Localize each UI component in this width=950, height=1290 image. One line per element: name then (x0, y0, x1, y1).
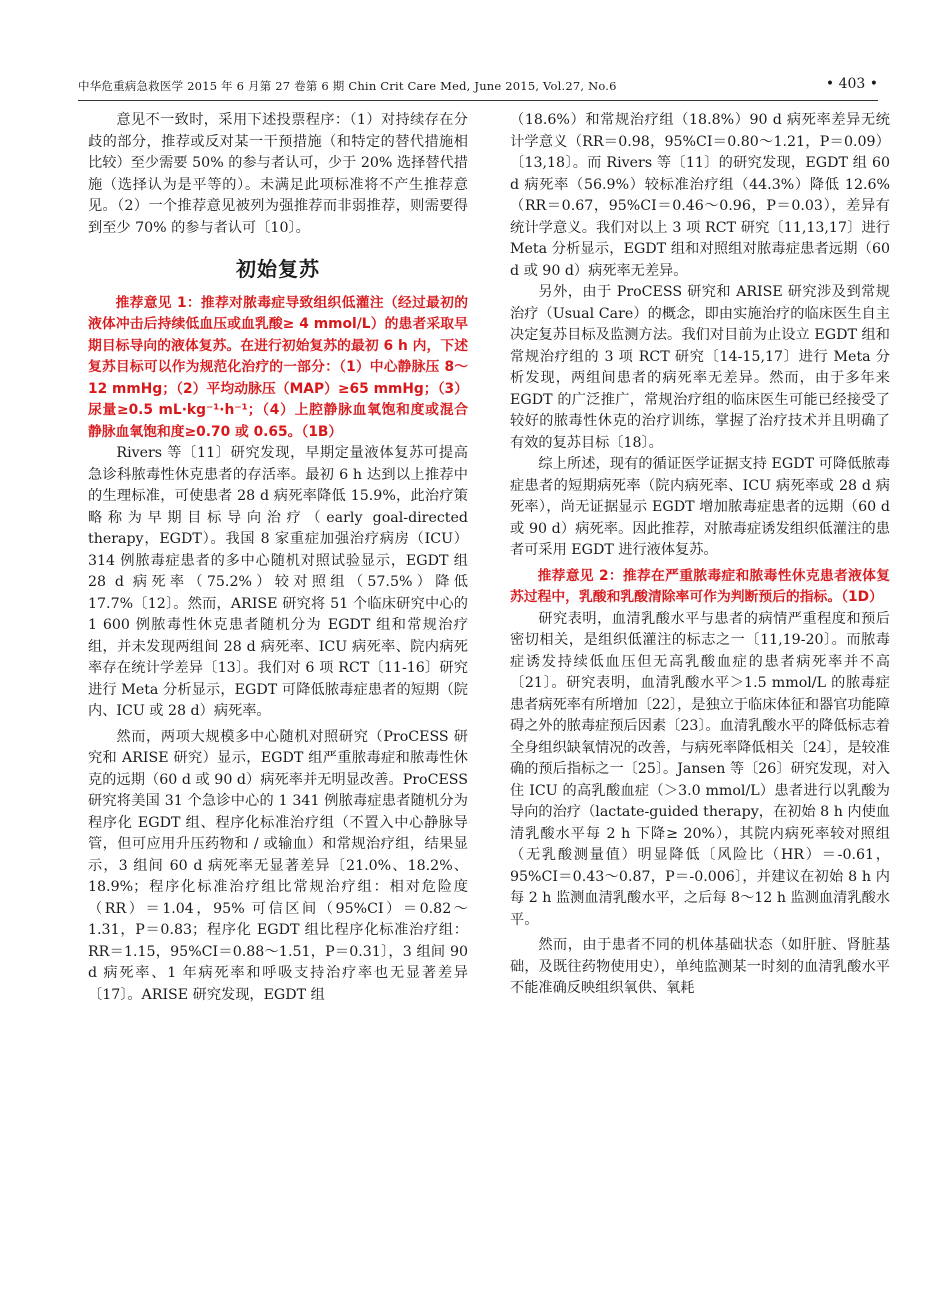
arise-continuation-paragraph: （18.6%）和常规治疗组（18.8%）90 d 病死率差异无统计学意义（RR＝0.98，95%CI＝0.80～1.21，P＝0.09）〔13,18〕。而 Rivers 等〔11〕的研究发现，EGDT 组 60 d 病死率（56.9%）较标准治疗组（44.3%）降低 12.6%（RR＝0.67，95%CI＝0.46～0.96，P＝0.03），差异有统计学意义。我们对以上 3 项 RCT 研究〔11,13,17〕进行 Meta 分析显示，EGDT 组和对照组对脓毒症患者远期（60 d 或 90 d）病死率无差异。 (510, 112, 890, 279)
recommendation-1: 推荐意见 1：推荐对脓毒症导致组织低灌注（经过最初的液体冲击后持续低血压或血乳酸≥ 4 mmol/L）的患者采取早期目标导向的液体复苏。在进行初始复苏的最初 6 h 内，下述复苏目标可以作为规范化治疗的一部分：（1）中心静脉压 8～12 mmHg；（2）平均动脉压（MAP）≥65 mmHg；（3）尿量≥0.5 mL·kg⁻¹·h⁻¹；（4）上腔静脉血氧饱和度或混合静脉血氧饱和度≥0.70 或 0.65。（1B） (88, 294, 468, 440)
header-rule (78, 100, 878, 101)
lactate-paragraph: 研究表明，血清乳酸水平与患者的病情严重程度和预后密切相关，是组织低灌注的标志之一〔11,19-20〕。而脓毒症诱发持续低血压但无高乳酸血症的患者病死率并不高〔21〕。研究表明，血清乳酸水平＞1.5 mmol/L 的脓毒症患者病死率有所增加〔22〕，是独立于临床体征和器官功能障碍之外的脓毒症预后因素〔23〕。血清乳酸水平的降低标志着全身组织缺氧情况的改善，与病死率降低相关〔24〕，是较准确的预后指标之一〔25〕。Jansen 等〔26〕研究发现，对入住 ICU 的高乳酸血症（＞3.0 mmol/L）患者进行以乳酸为导向的治疗（lactate-guided therapy，在初始 8 h 内使血清乳酸水平每 2 h 下降≥ 20%），其院内病死率较对照组（无乳酸测量值）明显降低〔风险比（HR）＝-0.61，95%CI＝0.43～0.87，P＝-0.006〕，并建议在初始 8 h 内每 2 h 监测血清乳酸水平，之后每 8～12 h 监测血清乳酸水平。 (510, 610, 890, 928)
voting-procedure-paragraph: 意见不一致时，采用下述投票程序：（1）对持续存在分歧的部分，推荐或反对某一干预措施（和特定的替代措施相比较）至少需要 50% 的参与者认可，少于 20% 选择替代措施（选择认为是平等的）。未满足此项标准将不产生推荐意见。（2）一个推荐意见被列为强推荐而非弱推荐，则需要得到至少 70% 的参与者认可〔10〕。 (88, 112, 468, 236)
recommendation-2: 推荐意见 2：推荐在严重脓毒症和脓毒性休克患者液体复苏过程中，乳酸和乳酸清除率可作为判断预后的指标。（1D） (510, 567, 890, 605)
page-number: • 403 • (825, 76, 878, 92)
left-column (88, 110, 468, 1006)
summary-paragraph: 综上所述，现有的循证医学证据支持 EGDT 可降低脓毒症患者的短期病死率（院内病死率、ICU 病死率或 28 d 病死率），尚无证据显示 EGDT 增加脓毒症患者的远期（60 d 或 90 d）病死率。因此推荐，对脓毒症诱发组织低灌注的患者可采用 EGDT 进行液体复苏。 (510, 456, 890, 558)
usual-care-paragraph: 另外，由于 ProCESS 研究和 ARISE 研究涉及到常规治疗（Usual Care）的概念，即由实施治疗的临床医生自主决定复苏目标及监测方法。我们对目前为止设立 EGDT 组和常规治疗组的 3 项 RCT 研究〔14-15,17〕进行 Meta 分析发现，两组间患者的病死率无差异。然而，由于多年来 EGDT 的广泛推广，常规治疗组的临床医生可能已经接受了较好的脓毒性休克的治疗训练，掌握了治疗技术并且明确了有效的复苏目标〔18〕。 (510, 284, 890, 451)
process-arise-paragraph: 然而，两项大规模多中心随机对照研究（ProCESS 研究和 ARISE 研究）显示，EGDT 组严重脓毒症和脓毒性休克的远期（60 d 或 90 d）病死率并无明显改善。ProCESS 研究将美国 31 个急诊中心的 1 341 例脓毒症患者随机分为程序化 EGDT 组、程序化标准治疗组（不置入中心静脉导管，但可应用升压药物和 / 或输血）和常规治疗组，结果显示，3 组间 60 d 病死率无显著差异〔21.0%、18.2%、18.9%；程序化标准治疗组比常规治疗组：相对危险度（RR）＝1.04，95% 可信区间（95%CI）＝0.82～1.31，P＝0.83；程序化 EGDT 组比程序化标准治疗组：RR＝1.15，95%CI＝0.88～1.51，P＝0.31〕，3 组间 90 d 病死率、1 年病死率和呼吸支持治疗率也无显著差异〔17〕。ARISE 研究发现，EGDT 组 (88, 728, 468, 1003)
journal-citation: 中华危重病急救医学 2015 年 6 月第 27 卷第 6 期 Chin Crit Care Med, June 2015, Vol.27, No.6 (78, 79, 617, 93)
section-title: 初始复苏 (236, 257, 320, 281)
rivers-study-paragraph: Rivers 等〔11〕研究发现，早期定量液体复苏可提高急诊科脓毒性休克患者的存活率。最初 6 h 达到以上推荐中的生理标准，可使患者 28 d 病死率降低 15.9%，此治疗策略称为早期目标导向治疗（early goal-directed therapy，EGDT）。我国 8 家重症加强治疗病房（ICU）314 例脓毒症患者的多中心随机对照试验显示，EGDT 组 28 d 病死率（75.2%）较对照组（57.5%）降低 17.7%〔12〕。然而，ARISE 研究将 51 个临床研究中心的 1 600 例脓毒性休克患者随机分为 EGDT 组和常规治疗组，并未发现两组间 28 d 病死率、ICU 病死率、院内病死率存在统计学差异〔13〕。我们对 6 项 RCT〔11-16〕研究进行 Meta 分析显示，EGDT 可降低脓毒症患者的短期（院内、ICU 或 28 d）病死率。 (88, 445, 468, 719)
right-column (510, 110, 890, 1000)
running-header (78, 78, 878, 100)
baseline-state-paragraph: 然而，由于患者不同的机体基础状态（如肝脏、肾脏基础，及既往药物使用史），单纯监测某一时刻的血清乳酸水平不能准确反映组织氧供、氧耗 (510, 937, 890, 996)
